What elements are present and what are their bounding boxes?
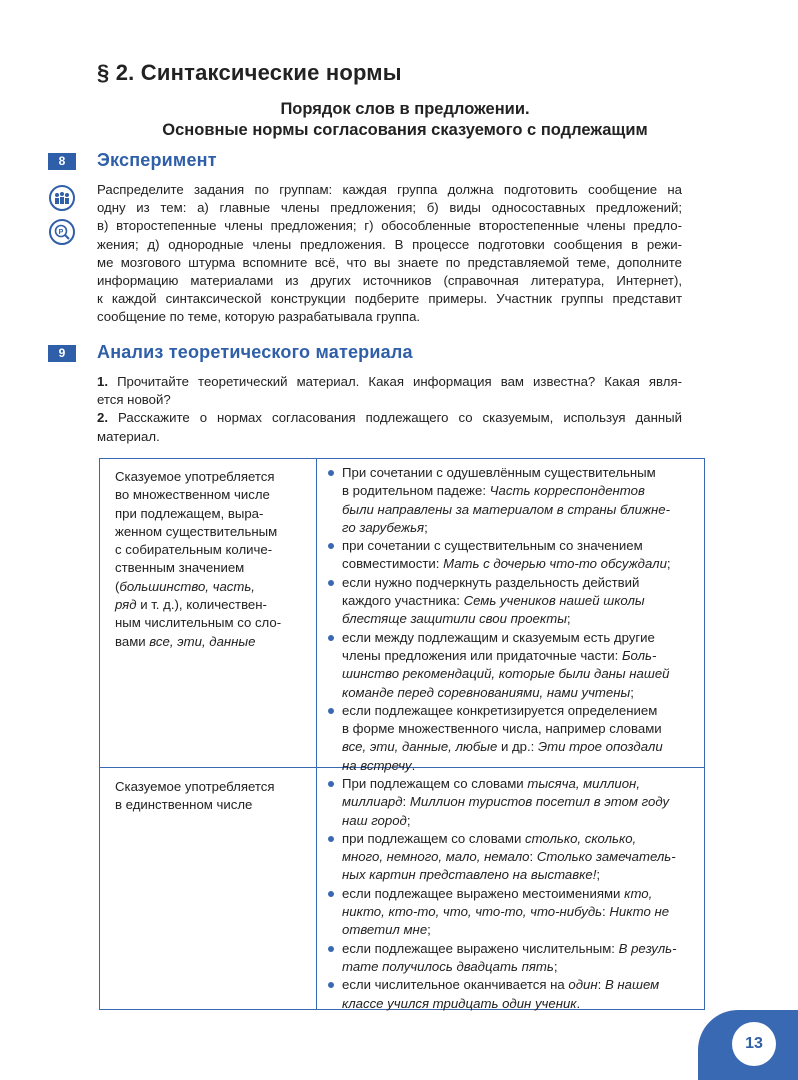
italic-text: наш город xyxy=(342,812,407,828)
text: : xyxy=(529,849,537,865)
cell-line: если между подлежащим и сказуемым есть другие xyxy=(342,629,655,645)
cell-line xyxy=(342,866,694,884)
cell-line: при сочетании с существительным со значением xyxy=(342,538,643,554)
table-cell-singular-rules xyxy=(326,775,694,1013)
subtitle-line: Основные нормы согласования сказуемого с подлежащим xyxy=(162,121,648,139)
text-line xyxy=(97,373,682,391)
cell-line xyxy=(342,995,694,1013)
italic-text: кто, xyxy=(624,885,653,901)
presentation-icon xyxy=(49,219,75,245)
text-line: ме мозгового штурма вспомните всё, что вы знаете по представляемой теме, дополните xyxy=(97,254,682,270)
cell-line: в единственном числе xyxy=(115,797,253,813)
cell-line: в форме множественного числа, например словами xyxy=(342,721,662,737)
text: в родительном падеже: xyxy=(342,483,490,499)
text: и т. д.), количествен- xyxy=(136,597,267,613)
cell-line xyxy=(342,738,694,756)
cell-line: Сказуемое употребляется xyxy=(115,779,275,794)
list-item xyxy=(326,885,694,940)
text: при подлежащем со словами xyxy=(342,830,525,846)
italic-text: го зарубежья xyxy=(342,519,425,535)
table-column-divider xyxy=(316,459,317,1009)
cell-line xyxy=(342,830,694,848)
cell-line: Сказуемое употребляется xyxy=(115,469,275,484)
task-title: Анализ теоретического материала xyxy=(97,342,413,362)
cell-line xyxy=(342,775,694,793)
item-text: Расскажите о нормах согласования подлежащего со сказуемым, используя данный xyxy=(108,410,682,426)
text: : xyxy=(597,977,605,993)
table-cell-singular-condition xyxy=(115,778,305,815)
cell-line xyxy=(342,482,694,500)
text: если подлежащее выражено местоимениями xyxy=(342,885,625,901)
italic-text: Миллион туристов посетил в этом году xyxy=(409,794,670,810)
text: ; xyxy=(424,519,428,535)
cell-line: если подлежащее конкретизируется определением xyxy=(342,702,658,718)
cell-line xyxy=(342,903,694,921)
text-line: сообщение по теме, которую разрабатывала группа. xyxy=(97,309,421,325)
text: ; xyxy=(406,812,411,828)
page-number: 13 xyxy=(732,1022,776,1066)
text: . xyxy=(411,757,416,773)
group-work-icon xyxy=(49,185,75,211)
italic-text: ряд xyxy=(115,597,137,613)
task-number-badge: 8 xyxy=(48,153,76,170)
italic-text: на встречу xyxy=(342,757,412,773)
cell-line xyxy=(342,848,694,866)
italic-text: много, немного, мало, немало xyxy=(342,849,530,865)
italic-text: тысяча, миллион, xyxy=(527,776,640,791)
italic-text: В резуль- xyxy=(618,940,677,956)
cell-line: при подлежащем, выра- xyxy=(115,505,264,521)
text: ; xyxy=(566,611,571,627)
svg-text:P: P xyxy=(58,229,64,236)
italic-text: все, эти, данные xyxy=(149,633,256,649)
italic-text: тате получилось двадцать пять xyxy=(342,958,554,974)
item-number: 1. xyxy=(97,374,108,389)
text: ; xyxy=(596,867,601,883)
text-line: Распределите задания по группам: каждая группа должна подготовить сообщение на xyxy=(97,182,682,197)
cell-line: были направлены за материалом в страны ближне- xyxy=(342,501,670,517)
italic-text: никто, кто-то, что, что-то, что-нибудь xyxy=(342,904,603,920)
text: вами xyxy=(115,633,150,649)
cell-line xyxy=(342,592,694,610)
cell-line: При сочетании с одушевлённым существительным xyxy=(342,465,656,480)
italic-text: Столько замечатель- xyxy=(536,849,676,865)
task-number-badge: 9 xyxy=(48,345,76,362)
task8-text xyxy=(97,181,682,327)
item-text: Прочитайте теоретический материал. Какая информация вам известна? Какая явля- xyxy=(108,374,682,389)
cell-line xyxy=(342,812,694,830)
text: каждого участника: xyxy=(342,593,464,609)
text-line: в) второстепенные члены предложения; г) обособленные второстепенные члены предло- xyxy=(97,218,682,234)
italic-text: блестяще защитили свои проекты xyxy=(342,611,567,627)
cell-line: если нужно подчеркнуть раздельность действий xyxy=(342,574,640,590)
list-item xyxy=(326,940,694,977)
list-item xyxy=(326,537,694,574)
text: и др.: xyxy=(497,739,539,755)
lesson-subtitle xyxy=(60,99,750,141)
italic-text: все, эти, данные, любые xyxy=(342,739,498,755)
text: ; xyxy=(630,684,634,700)
italic-text: Эти трое опоздали xyxy=(538,739,663,755)
italic-text: классе учился тридцать один ученик xyxy=(342,995,577,1011)
item-number: 2. xyxy=(97,410,108,426)
text: совместимости: xyxy=(342,556,444,572)
list-item xyxy=(326,775,694,830)
cell-line xyxy=(342,976,694,994)
italic-text: большинство, часть, xyxy=(119,578,255,594)
subtitle-line: Порядок слов в предложении. xyxy=(280,100,530,118)
cell-line xyxy=(115,633,305,651)
cell-line xyxy=(342,684,694,702)
cell-line xyxy=(342,885,694,903)
cell-line: женном существительным xyxy=(115,523,278,539)
task-title: Эксперимент xyxy=(97,150,217,170)
italic-text: Никто не xyxy=(609,904,670,920)
italic-text: ответил мне xyxy=(342,922,428,938)
cell-line: ным числительным со сло- xyxy=(115,615,282,631)
text: члены предложения или придаточные части: xyxy=(342,647,622,663)
list-item xyxy=(326,464,694,537)
list-item xyxy=(326,629,694,702)
cell-line xyxy=(342,921,694,939)
cell-line xyxy=(342,555,694,573)
text: ; xyxy=(666,556,671,572)
cell-line xyxy=(342,647,694,665)
text-line: ется новой? xyxy=(97,392,171,408)
text: ; xyxy=(553,958,558,974)
italic-text: ных картин представлено на выставке! xyxy=(342,867,597,883)
italic-text: один xyxy=(568,977,598,993)
text-line: к каждой синтаксической конструкции подберите примеры. Участник группы представит xyxy=(97,291,682,307)
italic-text: Боль- xyxy=(621,647,657,663)
cell-line: во множественном числе xyxy=(115,487,270,503)
task9-text xyxy=(97,373,682,446)
list-item xyxy=(326,574,694,629)
cell-line xyxy=(115,596,305,614)
text: ; xyxy=(427,922,431,938)
text: если подлежащее выражено числительным: xyxy=(342,940,619,956)
cell-line xyxy=(342,940,694,958)
italic-text: Мать с дочерью что-то обсуждали xyxy=(443,556,667,572)
cell-line xyxy=(342,757,694,775)
text-line xyxy=(97,409,682,427)
cell-line xyxy=(115,578,305,596)
table-cell-plural-condition xyxy=(115,468,305,651)
paragraph-title: § 2. Синтаксические нормы xyxy=(97,60,402,85)
list-item xyxy=(326,830,694,885)
text: если числительное оканчивается на xyxy=(342,977,569,993)
text: : xyxy=(402,794,410,810)
cell-line xyxy=(342,793,694,811)
table-cell-plural-rules xyxy=(326,464,694,775)
italic-text: В нашем xyxy=(604,977,660,993)
cell-line: ственным значением xyxy=(115,560,245,576)
text: : xyxy=(602,904,610,920)
text-line: информацию материалами из других источников (справочная литература, Интернет), xyxy=(97,273,682,289)
list-item xyxy=(326,976,694,1013)
italic-text: миллиард xyxy=(342,794,403,810)
italic-text: Часть корреспондентов xyxy=(489,483,645,499)
cell-line: с собирательным количе- xyxy=(115,542,273,558)
italic-text: команде перед соревнованиями, нами учтены xyxy=(342,684,631,700)
text: ( xyxy=(115,578,120,594)
text-line: материал. xyxy=(97,428,160,444)
italic-text: столько, сколько, xyxy=(525,830,637,846)
cell-line xyxy=(342,958,694,976)
text: . xyxy=(576,995,581,1011)
cell-line xyxy=(342,610,694,628)
italic-text: Семь учеников нашей школы xyxy=(463,593,645,609)
text: При подлежащем со словами xyxy=(342,776,528,791)
cell-line: шинство рекомендаций, которые были даны нашей xyxy=(342,666,670,682)
text-line: жения; д) однородные члены предложения. В процессе подготовки сообщения в режи- xyxy=(97,236,682,252)
list-item xyxy=(326,702,694,775)
rules-table xyxy=(99,458,705,1010)
cell-line xyxy=(342,519,694,537)
text-line: одну из тем: а) главные члены предложения; б) виды односоставных предложений; xyxy=(97,200,682,216)
